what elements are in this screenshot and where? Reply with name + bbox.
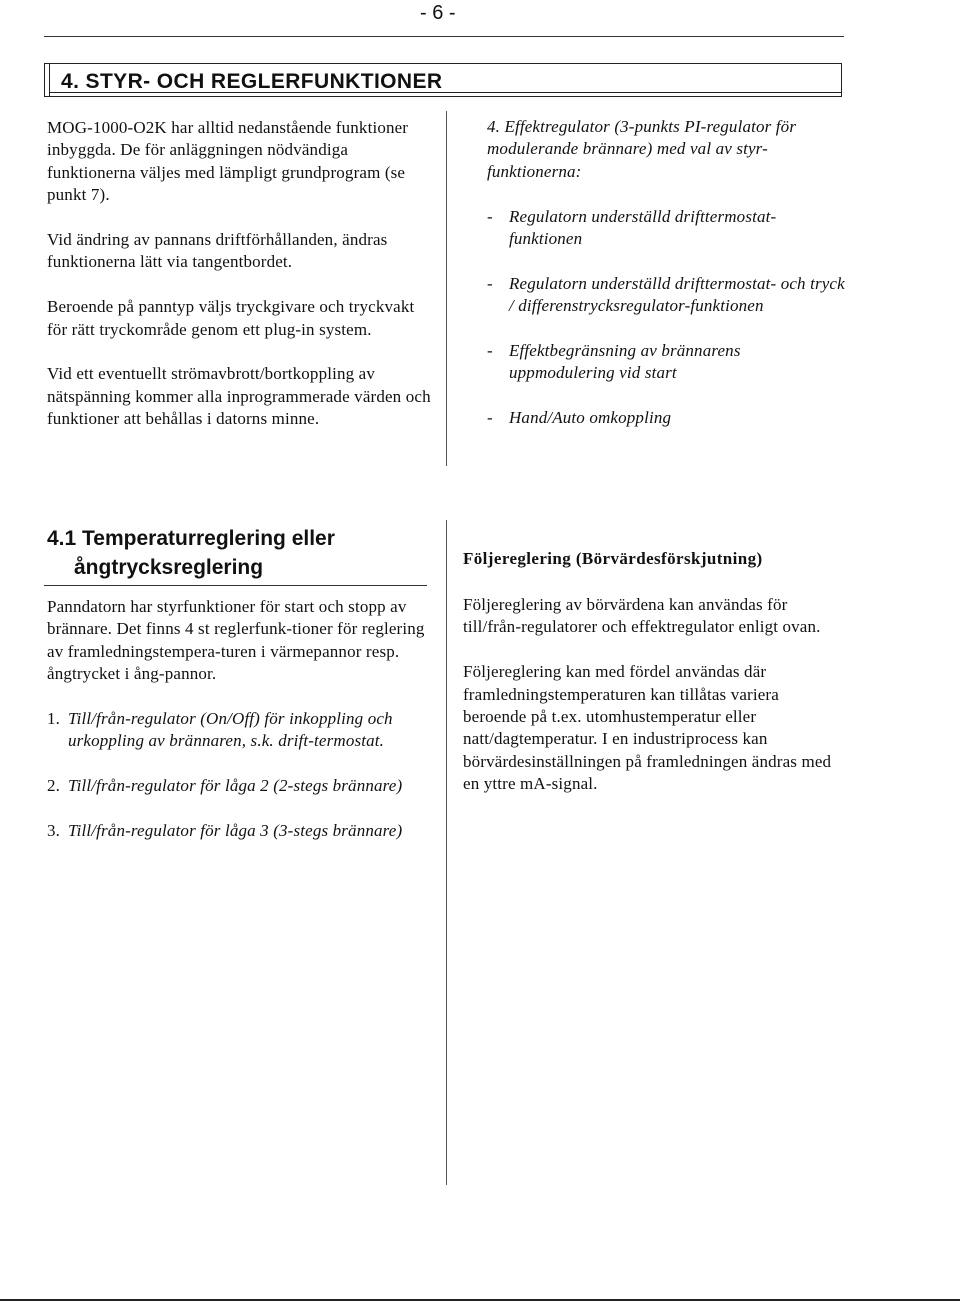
feature-dash: - bbox=[487, 206, 493, 226]
bottom-rule bbox=[0, 1299, 960, 1301]
follow-column bbox=[463, 594, 843, 796]
section-heading bbox=[47, 524, 427, 582]
column-divider-top bbox=[446, 111, 447, 466]
feature-item bbox=[487, 340, 847, 385]
feature-item bbox=[487, 407, 847, 429]
section-paragraph: Panndatorn har styrfunktioner för start och stopp av brännare. Det finns 4 st reglerfunk-tioner för reglering av framledningstempera-turen i värmepannor resp. ångtrycket i ång-pannor. bbox=[47, 597, 425, 684]
feature-dash: - bbox=[487, 341, 493, 361]
regulator-item bbox=[47, 775, 432, 797]
intro-paragraph: Vid ett eventuellt strömavbrott/bortkoppling av nätspänning kommer alla inprogrammerade värden och funktioner att behållas i datorns minne. bbox=[47, 364, 431, 429]
feature-dash: - bbox=[487, 408, 493, 428]
chapter-title-box bbox=[44, 63, 842, 97]
chapter-title: 4. STYR- OCH REGLERFUNKTIONER bbox=[61, 70, 443, 93]
intro-paragraph: MOG-1000-O2K har alltid nedanstående funktioner inbyggda. De för anläggningen nödvändiga funktionerna väljes med lämpligt grundprogram (se punkt 7). bbox=[47, 118, 409, 205]
intro-paragraph: Vid ändring av pannans driftförhållanden, ändras funktionerna lätt via tangentbordet. bbox=[47, 230, 388, 272]
column-divider-bottom bbox=[446, 520, 447, 1185]
page-number: - 6 - bbox=[420, 2, 456, 24]
regulator-number: 1. bbox=[47, 709, 61, 729]
regulator-item bbox=[47, 820, 432, 842]
intro-paragraph: Beroende på panntyp väljs tryckgivare och tryckvakt för rätt tryckområde genom ett plug-in system. bbox=[47, 297, 415, 339]
follow-paragraph: Följereglering kan med fördel användas där framledningstemperaturen kan tillåtas variera beroende på t.ex. utomhustemperatur eller natt/dagtemperatur. I en industriprocess kan börvärdesinställningen på framledningen ändras med en yttre mA-signal. bbox=[463, 662, 832, 794]
regulator-text: Till/från-regulator för låga 3 (3-stegs brännare) bbox=[68, 821, 403, 841]
features-column bbox=[487, 116, 847, 430]
follow-heading: Följereglering (Börvärdesförskjutning) bbox=[463, 549, 763, 568]
section-heading-rule bbox=[44, 585, 427, 586]
section-heading-line1: 4.1 Temperaturreglering eller bbox=[47, 527, 335, 550]
regulator-text: Till/från-regulator (On/Off) för inkoppling och urkoppling av brännaren, s.k. drift-termostat. bbox=[68, 709, 393, 751]
section-column bbox=[47, 596, 432, 842]
regulator-item bbox=[47, 708, 432, 753]
feature-item bbox=[487, 273, 847, 318]
feature-text: Effektbegränsning av brännarens uppmodulering vid start bbox=[509, 341, 741, 383]
intro-column bbox=[47, 117, 432, 431]
top-rule bbox=[44, 36, 844, 37]
section-heading-line2: ångtrycksreglering bbox=[74, 556, 264, 579]
features-lead: 4. Effektregulator (3-punkts PI-regulator för modulerande brännare) med val av styr-funktionerna: bbox=[487, 117, 797, 181]
follow-paragraph: Följereglering av börvärdena kan användas för till/från-regulatorer och effektregulator enligt ovan. bbox=[463, 595, 821, 637]
feature-item bbox=[487, 206, 847, 251]
regulator-number: 2. bbox=[47, 776, 61, 796]
feature-text: Regulatorn underställd drifttermostat-funktionen bbox=[509, 206, 777, 249]
regulator-text: Till/från-regulator för låga 2 (2-stegs brännare) bbox=[68, 776, 403, 796]
feature-dash: - bbox=[487, 273, 493, 293]
regulator-number: 3. bbox=[47, 821, 61, 841]
feature-text: Regulatorn underställd drifttermostat- och tryck / differenstrycksregulator-funktionen bbox=[509, 273, 845, 316]
feature-text: Hand/Auto omkoppling bbox=[509, 408, 672, 428]
